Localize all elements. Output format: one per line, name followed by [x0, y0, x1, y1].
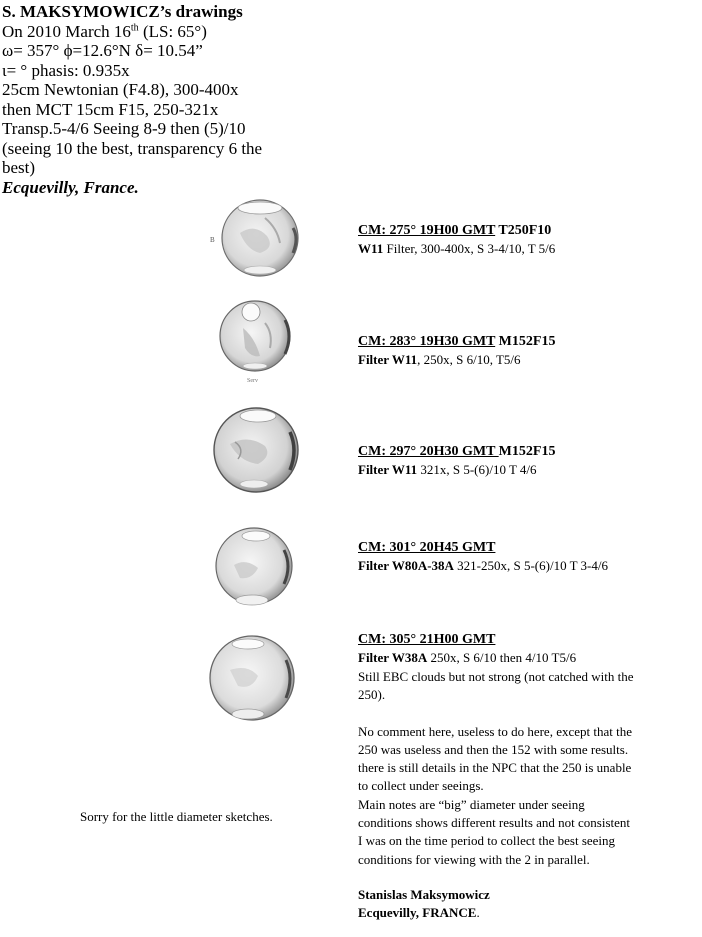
- note-spacer: [358, 705, 690, 723]
- observation-3-filter: Filter W11: [358, 462, 418, 477]
- note-line: 250 was useless and then the 152 with some results.: [358, 741, 629, 757]
- mars-sketch-2: [215, 298, 295, 384]
- telescope-line-2: then MCT 15cm F15, 250-321x: [2, 99, 219, 119]
- note-line: I was on the time period to collect the best seeing: [358, 833, 616, 849]
- mars-sketch-5: [208, 630, 298, 724]
- header-block: [2, 2, 262, 197]
- observer-location: Ecquevilly, France.: [2, 177, 139, 197]
- sketch-2-label: Serv: [247, 378, 258, 384]
- telescope-line-1: 25cm Newtonian (F4.8), 300-400x: [2, 80, 239, 99]
- observation-4-cm: CM: 301° 20H45 GMT: [358, 540, 496, 555]
- note-line: Still EBC clouds but not strong (not catched with the: [358, 669, 634, 684]
- observation-3-telescope: M152F15: [498, 444, 556, 459]
- observation-5-filter: Filter W38A: [358, 650, 428, 665]
- observation-4: [358, 539, 608, 575]
- phasis-line: ι= ° phasis: 0.935x: [2, 60, 130, 80]
- observation-3: [358, 443, 555, 479]
- seeing-line-1: Transp.5-4/6 Seeing 8-9 then (5)/10: [2, 119, 246, 138]
- observation-1-telescope: T250F10: [495, 223, 552, 238]
- observation-1: [358, 222, 555, 258]
- observation-2-cm: CM: 283° 19H30 GMT: [358, 334, 496, 349]
- observation-5: [358, 631, 576, 667]
- mars-sketch-3: [210, 404, 300, 496]
- note-line: Main notes are “big” diameter under seeing: [358, 796, 585, 812]
- sketch-size-note: Sorry for the little diameter sketches.: [80, 809, 273, 824]
- observation-date: On 2010 March 16th (LS: 65°): [2, 21, 207, 41]
- observation-2-telescope: M152F15: [495, 334, 556, 349]
- note-line: conditions for viewing with the 2 in parallel.: [358, 851, 590, 867]
- observation-2-filter: Filter W11: [358, 352, 418, 367]
- ephemeris-line: ω= 357° ϕ=12.6°N δ= 10.54”: [2, 41, 203, 60]
- note-line: 250).: [358, 687, 386, 703]
- observation-3-cm: CM: 297° 20H30 GMT: [358, 444, 499, 459]
- seeing-line-3: best): [2, 158, 36, 177]
- observation-4-details: 321-250x, S 5-(6)/10 T 3-4/6: [453, 558, 608, 573]
- note-line: conditions shows different results and not consistent: [358, 815, 631, 831]
- observation-1-cm: CM: 275° 19H00 GMT: [358, 223, 496, 238]
- note-line: No comment here, useless to do here, except that the: [358, 723, 632, 739]
- page-title: S. MAKSYMOWICZ’s drawings: [2, 2, 243, 21]
- note-line: there is still details in the NPC that the 250 is unable: [358, 760, 632, 776]
- sketch-1-label: B: [210, 236, 215, 244]
- signature-name: Stanislas Maksymowicz: [358, 887, 490, 902]
- observation-1-details: Filter, 300-400x, S 3-4/10, T 5/6: [383, 241, 556, 256]
- observation-2-details: , 250x, S 6/10, T5/6: [417, 352, 521, 367]
- note-line: to collect under seeings.: [358, 778, 484, 794]
- observation-1-filter: W11: [358, 241, 384, 256]
- mars-sketch-4: [212, 520, 296, 612]
- observation-5-details: 250x, S 6/10 then 4/10 T5/6: [427, 650, 577, 665]
- observation-4-filter: Filter W80A-38A: [358, 558, 454, 573]
- signature-place: Ecquevilly, FRANCE.: [358, 905, 480, 920]
- mars-sketch-1: [205, 198, 305, 280]
- seeing-line-2: (seeing 10 the best, transparency 6 the: [2, 138, 263, 158]
- observer-notes: [358, 668, 690, 869]
- signature-block: [358, 886, 490, 922]
- observation-3-details: 321x, S 5-(6)/10 T 4/6: [417, 462, 537, 477]
- observation-5-cm: CM: 305° 21H00 GMT: [358, 632, 496, 647]
- observation-2: [358, 333, 555, 369]
